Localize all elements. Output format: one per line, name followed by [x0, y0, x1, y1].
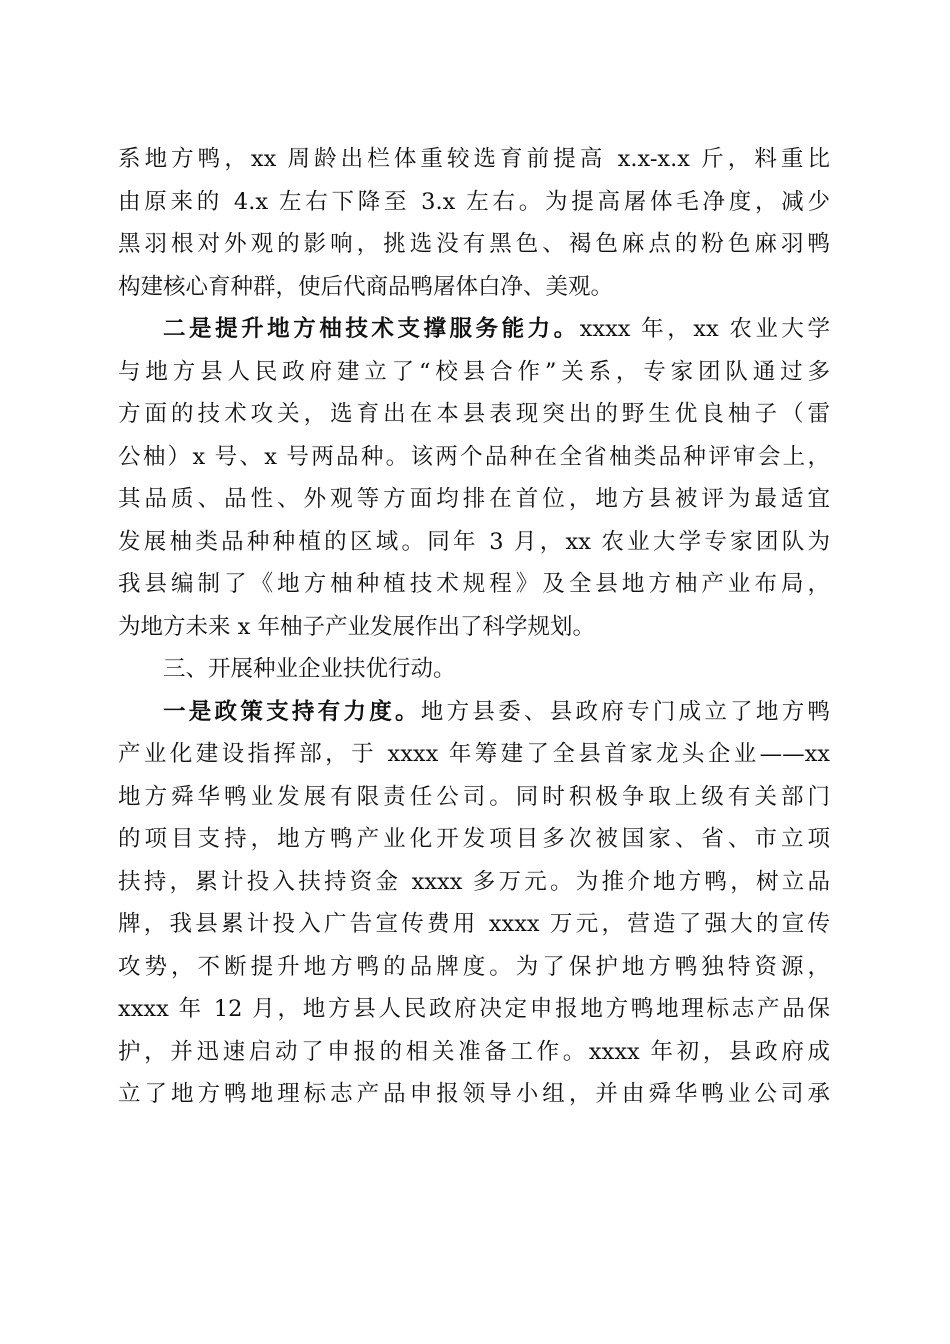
- section-heading-text: 三、开展种业企业扶优行动。: [163, 656, 456, 682]
- text-line: 牌，我县累计投入广告宣传费用 xxxx 万元，营造了强大的宣传: [118, 911, 830, 937]
- paragraph-duck-breeding: [118, 138, 830, 308]
- text-line: 的项目支持，地方鸭产业化开发项目多次被国家、省、市立项: [118, 826, 830, 852]
- text-line: 黑羽根对外观的影响，挑选没有黑色、褐色麻点的粉色麻羽鸭: [118, 231, 830, 257]
- paragraph-pomelo-support: [118, 308, 830, 648]
- text-line: 护，并迅速启动了申报的相关准备工作。xxxx 年初，县政府成: [118, 1038, 830, 1065]
- text-segment: xxxx 年，xx 农业大学: [579, 316, 830, 342]
- text-line: 公柚）x 号、x 号两品种。该两个品种在全省柚类品种评审会上，: [118, 443, 830, 470]
- document-body: [118, 138, 830, 1116]
- text-line: 我县编制了《地方柚种植技术规程》及全县地方柚产业布局，: [118, 571, 830, 597]
- text-line: 构建核心育种群，使后代商品鸭屠体白净、美观。: [118, 273, 614, 300]
- paragraph-policy-support: [118, 691, 830, 1116]
- text-line: 其品质、品性、外观等方面均排在首位，地方县被评为最适宜: [118, 486, 830, 512]
- text-line: 地方舜华鸭业发展有限责任公司。同时积极争取上级有关部门: [118, 783, 830, 810]
- text-line: 系地方鸭，xx 周龄出栏体重较选育前提高 x.x-x.x 斤，料重比: [118, 146, 830, 172]
- text-line: 为地方未来 x 年柚子产业发展作出了科学规划。: [118, 613, 595, 640]
- text-line: xxxx 年 12 月，地方县人民政府决定申报地方鸭地理标志产品保: [118, 996, 830, 1022]
- text-line: 立了地方鸭地理标志产品申报领导小组，并由舜华鸭业公司承: [118, 1081, 830, 1107]
- text-segment: 地方县委、县政府专门成立了地方鸭: [420, 698, 830, 725]
- text-line: 与地方县人民政府建立了“校县合作”关系，专家团队通过多: [118, 358, 830, 385]
- text-line: 由原来的 4.x 左右下降至 3.x 左右。为提高屠体毛净度，减少: [118, 188, 830, 215]
- text-line: 方面的技术攻关，选育出在本县表现突出的野生优良柚子（雷: [118, 401, 830, 427]
- text-line: 扶持，累计投入扶持资金 xxxx 多万元。为推介地方鸭，树立品: [118, 868, 830, 895]
- paragraph-lead: 二是提升地方柚技术支撑服务能力。: [163, 316, 580, 342]
- section-heading: [118, 648, 830, 691]
- text-line: 发展柚类品种种植的区域。同年 3 月，xx 农业大学专家团队为: [118, 528, 830, 555]
- paragraph-lead: 一是政策支持有力度。: [163, 698, 421, 725]
- text-line: [118, 308, 830, 351]
- text-line: 产业化建设指挥部，于 xxxx 年筹建了全县首家龙头企业——xx: [118, 741, 830, 767]
- text-line: [118, 691, 830, 734]
- text-line: 攻势，不断提升地方鸭的品牌度。为了保护地方鸭独特资源，: [118, 953, 830, 980]
